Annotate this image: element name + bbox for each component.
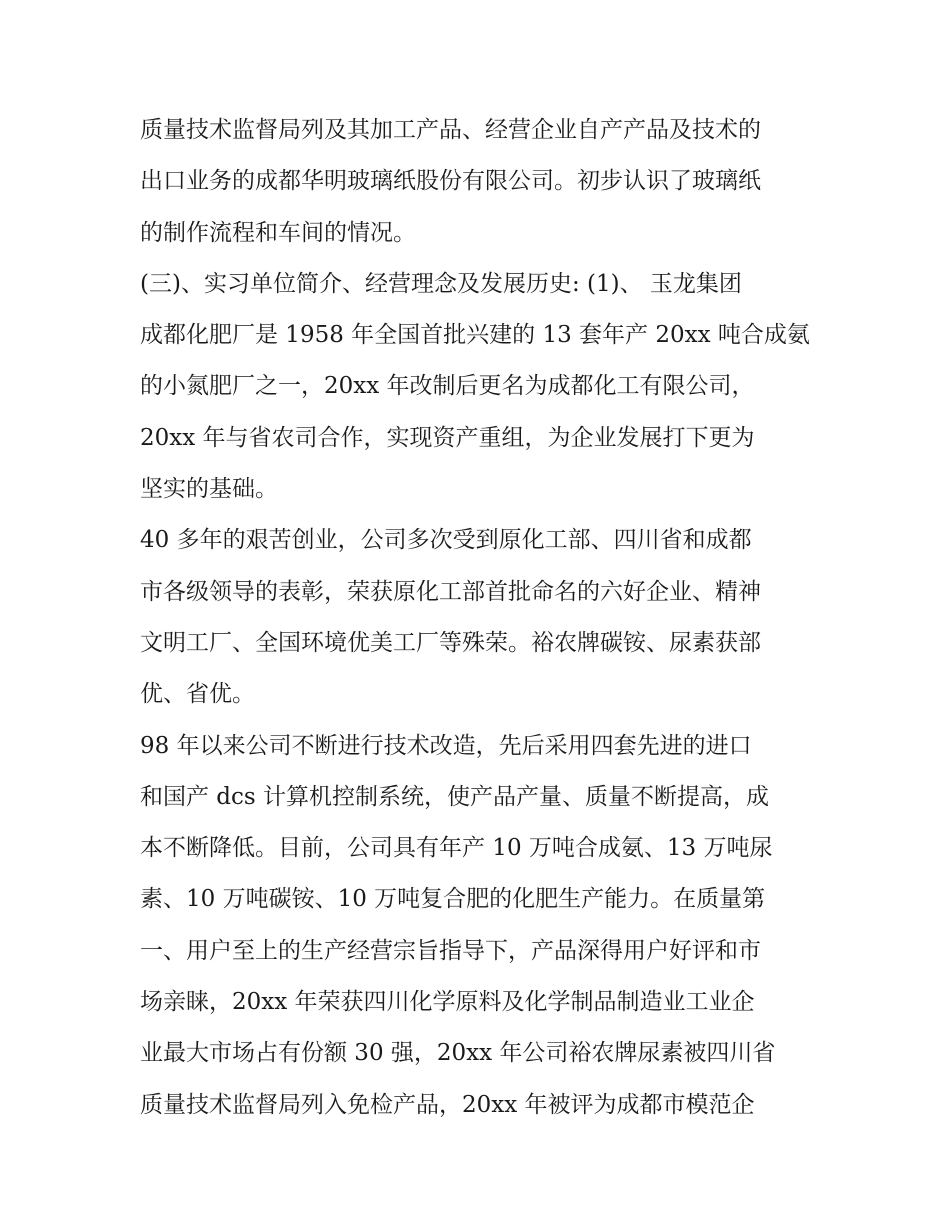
text-line: 质量技术监督局列入免检产品，20xx 年被评为成都市模范企 <box>140 1091 755 1118</box>
text-line: 20xx 年与省农司合作，实现资产重组，为企业发展打下更为 <box>140 424 755 451</box>
text-line: 的小氮肥厂之一，20xx 年改制后更名为成都化工有限公司， <box>140 373 755 400</box>
text-line: 一、用户至上的生产经营宗旨指导下，产品深得用户好评和市 <box>140 937 761 964</box>
text-line: 文明工厂、全国环境优美工厂等殊荣。裕农牌碳铵、尿素获部 <box>140 629 761 656</box>
text-line: 和国产 dcs 计算机控制系统，使产品产量、质量不断提高，成 <box>140 783 770 810</box>
text-line: 素、10 万吨碳铵、10 万吨复合肥的化肥生产能力。在质量第 <box>140 886 766 913</box>
text-line: 优、省优。 <box>140 681 255 708</box>
text-line: 坚实的基础。 <box>140 476 278 503</box>
text-line: 40 多年的艰苦创业，公司多次受到原化工部、四川省和成都 <box>140 527 752 554</box>
text-line: 市各级领导的表彰，荣获原化工部首批命名的六好企业、精神 <box>140 578 761 605</box>
text-line: 场亲睐，20xx 年荣获四川化学原料及化学制品制造业工业企 <box>140 989 755 1016</box>
text-line: 成都化肥厂是 1958 年全国首批兴建的 13 套年产 20xx 吨合成氨 <box>140 322 810 349</box>
text-line: 出口业务的成都华明玻璃纸股份有限公司。初步认识了玻璃纸 <box>140 168 761 195</box>
text-line: 本不断降低。目前，公司具有年产 10 万吨合成氨、13 万吨尿 <box>140 835 773 862</box>
text-line: 业最大市场占有份额 30 强，20xx 年公司裕农牌尿素被四川省 <box>140 1040 776 1067</box>
text-line: 质量技术监督局列及其加工产品、经营企业自产产品及技术的 <box>140 117 761 143</box>
text-line: 的制作流程和车间的情况。 <box>140 219 416 246</box>
document-body <box>140 105 820 1131</box>
text-line: (三)、实习单位简介、经营理念及发展历史: (1)、 玉龙集团 <box>140 270 742 297</box>
text-line: 98 年以来公司不断进行技术改造，先后采用四套先进的进口 <box>140 732 752 759</box>
